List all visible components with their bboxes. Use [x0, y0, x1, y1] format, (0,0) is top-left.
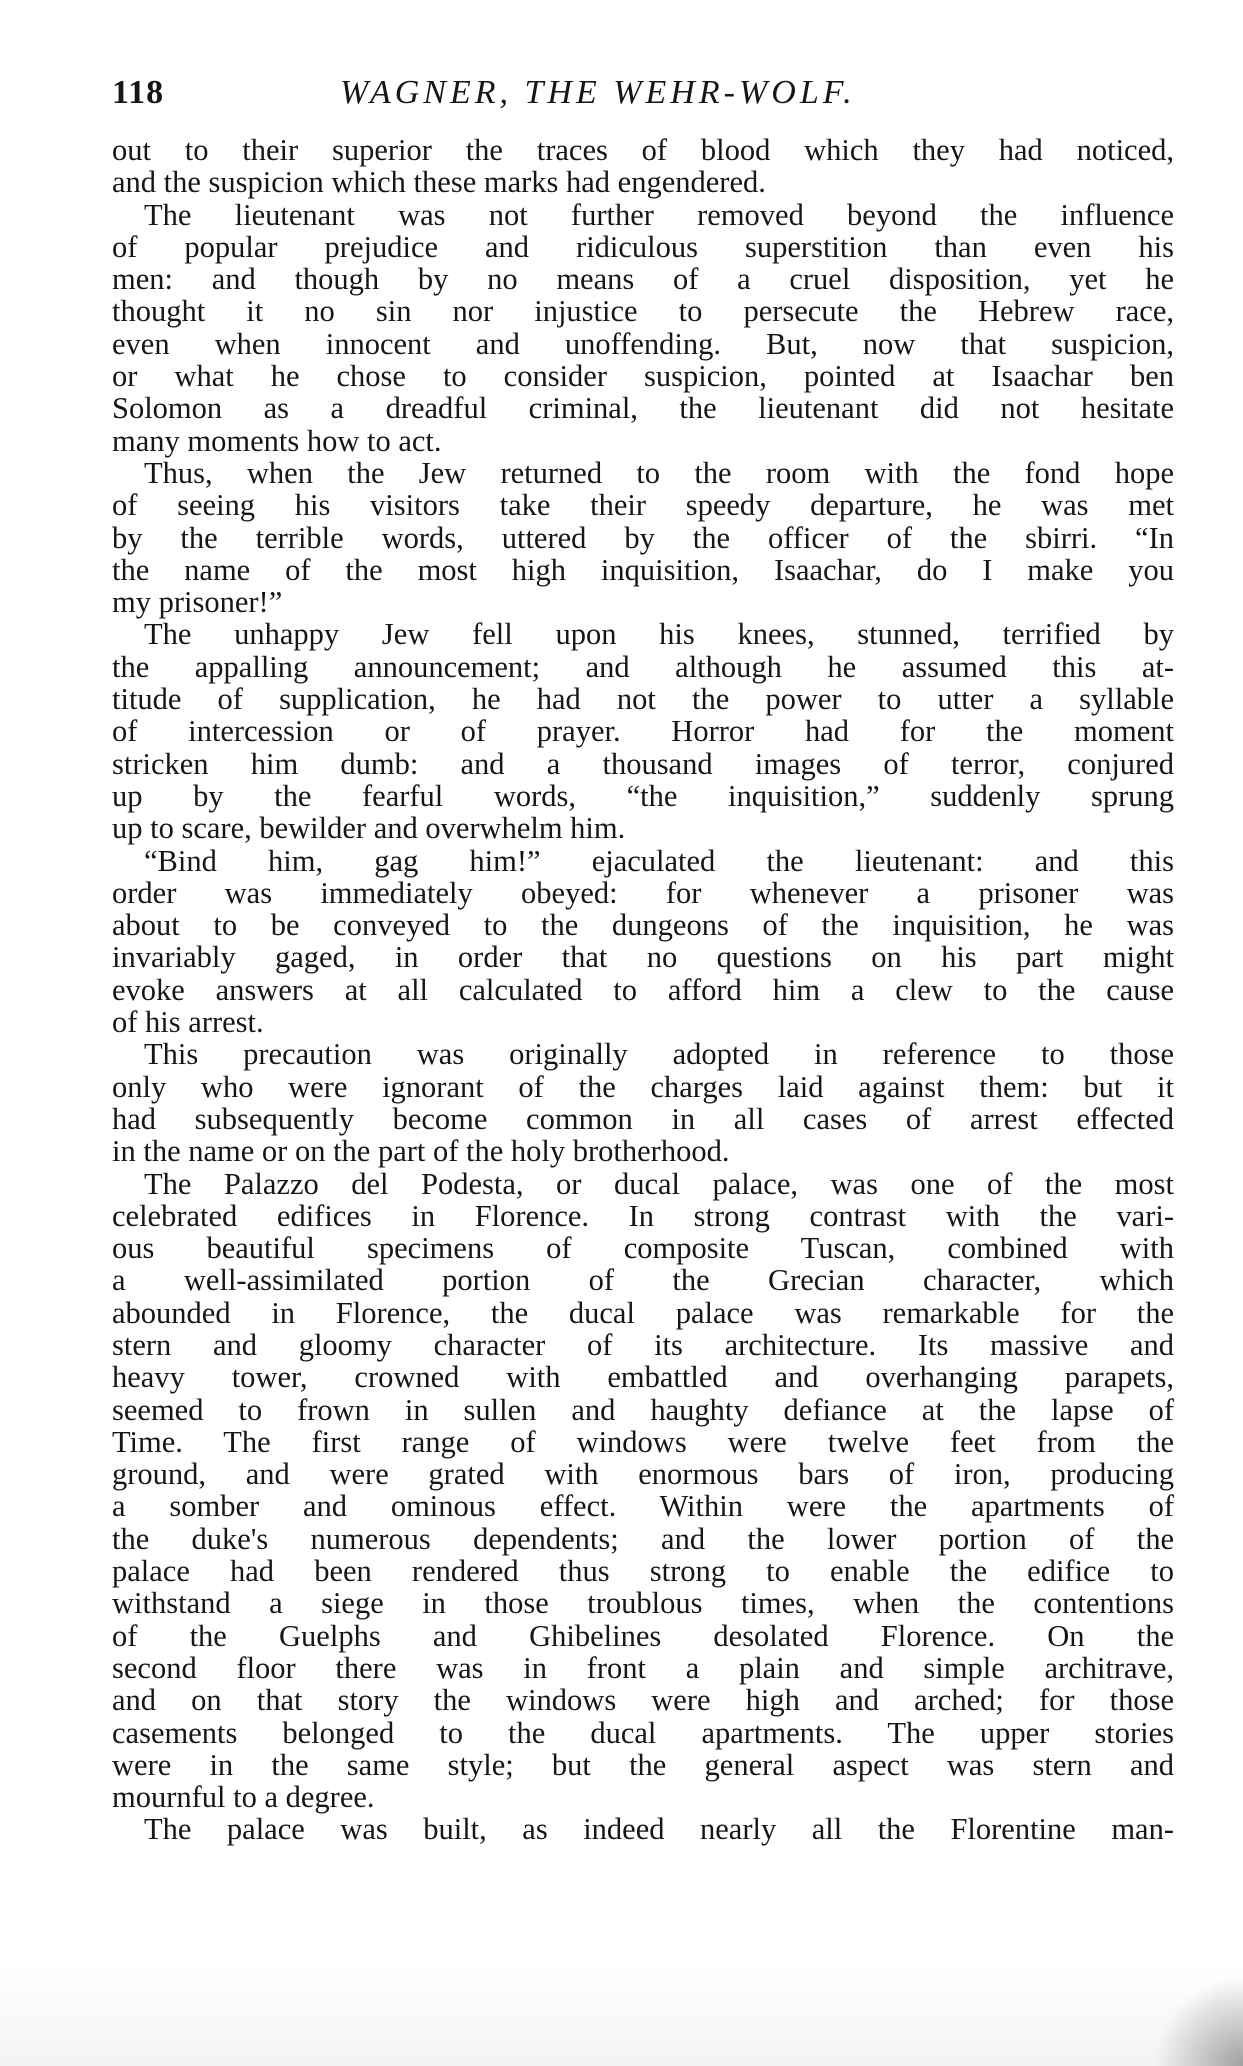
text-line: abounded in Florence, the ducal palace was remarkable for the	[112, 1295, 1174, 1330]
text-line: a well-assimilated portion of the Grecian character, which	[112, 1263, 1174, 1298]
text-line: second floor there was in front a plain and simple architrave,	[112, 1650, 1174, 1685]
text-line: many moments how to act.	[112, 423, 442, 458]
text-line: Time. The first range of windows were twelve feet from the	[112, 1424, 1174, 1459]
text-line: of the Guelphs and Ghibelines desolated Florence. On the	[112, 1618, 1174, 1653]
text-line: “Bind him, gag him!” ejaculated the lieutenant: and this	[144, 843, 1174, 878]
text-line: This precaution was originally adopted in reference to those	[144, 1037, 1174, 1072]
text-line: celebrated edifices in Florence. In strong contrast with the vari-	[112, 1198, 1174, 1233]
text-line: The lieutenant was not further removed beyond the influence	[144, 197, 1174, 232]
text-line: palace had been rendered thus strong to enable the edifice to	[112, 1554, 1174, 1589]
text-line: invariably gaged, in order that no questions on his part might	[112, 940, 1174, 975]
text-line: casements belonged to the ducal apartments. The upper stories	[112, 1715, 1174, 1750]
text-line: heavy tower, crowned with embattled and overhanging parapets,	[112, 1360, 1174, 1395]
text-line: the appalling announcement; and although he assumed this at-	[112, 649, 1174, 684]
running-title: WAGNER, THE WEHR-WOLF.	[340, 74, 856, 111]
text-line: men: and though by no means of a cruel disposition, yet he	[112, 262, 1174, 297]
text-line: in the name or on the part of the holy brotherhood.	[112, 1134, 730, 1169]
text-line: of his arrest.	[112, 1005, 264, 1040]
text-line: The Palazzo del Podesta, or ducal palace, was one of the most	[144, 1166, 1174, 1201]
text-line: by the terrible words, uttered by the officer of the sbirri. “In	[112, 520, 1174, 555]
text-line: Solomon as a dreadful criminal, the lieutenant did not hesitate	[112, 391, 1174, 426]
text-line: of intercession or of prayer. Horror had for the moment	[112, 714, 1174, 749]
text-line: evoke answers at all calculated to afford him a clew to the cause	[112, 972, 1174, 1007]
text-line: out to their superior the traces of blood which they had noticed,	[112, 133, 1174, 167]
text-line: even when innocent and unoffending. But, now that suspicion,	[112, 326, 1174, 361]
text-line: only who were ignorant of the charges laid against them: but it	[112, 1069, 1174, 1104]
page-corner-smudge	[1150, 1980, 1243, 2066]
text-line: and the suspicion which these marks had engendered.	[112, 165, 766, 200]
text-line: mournful to a degree.	[112, 1780, 375, 1815]
text-line: or what he chose to consider suspicion, pointed at Isaachar ben	[112, 359, 1174, 394]
text-line: titude of supplication, he had not the power to utter a syllable	[112, 682, 1174, 717]
page-bottom-shadow	[0, 1960, 1243, 2066]
text-line: of popular prejudice and ridiculous superstition than even his	[112, 229, 1174, 264]
text-line: The unhappy Jew fell upon his knees, stunned, terrified by	[144, 617, 1174, 652]
text-line: of seeing his visitors take their speedy departure, he was met	[112, 488, 1174, 523]
text-line: The palace was built, as indeed nearly all the Florentine man-	[144, 1812, 1174, 1847]
text-line: up to scare, bewilder and overwhelm him.	[112, 811, 626, 846]
text-line: thought it no sin nor injustice to persecute the Hebrew race,	[112, 294, 1174, 329]
text-line: about to be conveyed to the dungeons of the inquisition, he was	[112, 908, 1174, 943]
text-line: the duke's numerous dependents; and the lower portion of the	[112, 1521, 1174, 1556]
text-line: up by the fearful words, “the inquisition,” suddenly sprung	[112, 778, 1174, 813]
text-line: stern and gloomy character of its architecture. Its massive and	[112, 1327, 1174, 1362]
text-line: stricken him dumb: and a thousand images of terror, conjured	[112, 746, 1174, 781]
text-line: the name of the most high inquisition, Isaachar, do I make you	[112, 552, 1174, 587]
page-header	[112, 74, 1162, 126]
text-line: order was immediately obeyed: for whenever a prisoner was	[112, 875, 1174, 910]
body-text	[112, 134, 1174, 1846]
text-line: had subsequently become common in all cases of arrest effected	[112, 1101, 1174, 1136]
text-line: ground, and were grated with enormous bars of iron, producing	[112, 1457, 1174, 1492]
text-line: my prisoner!”	[112, 585, 283, 620]
text-line: Thus, when the Jew returned to the room with the fond hope	[144, 455, 1174, 490]
text-line: withstand a siege in those troublous times, when the contentions	[112, 1586, 1174, 1621]
text-line: were in the same style; but the general aspect was stern and	[112, 1747, 1174, 1782]
text-line: ous beautiful specimens of composite Tuscan, combined with	[112, 1231, 1174, 1266]
text-line: a somber and ominous effect. Within were the apartments of	[112, 1489, 1174, 1524]
text-line: and on that story the windows were high and arched; for those	[112, 1683, 1174, 1718]
text-line: seemed to frown in sullen and haughty defiance at the lapse of	[112, 1392, 1174, 1427]
page-number: 118	[112, 74, 165, 111]
